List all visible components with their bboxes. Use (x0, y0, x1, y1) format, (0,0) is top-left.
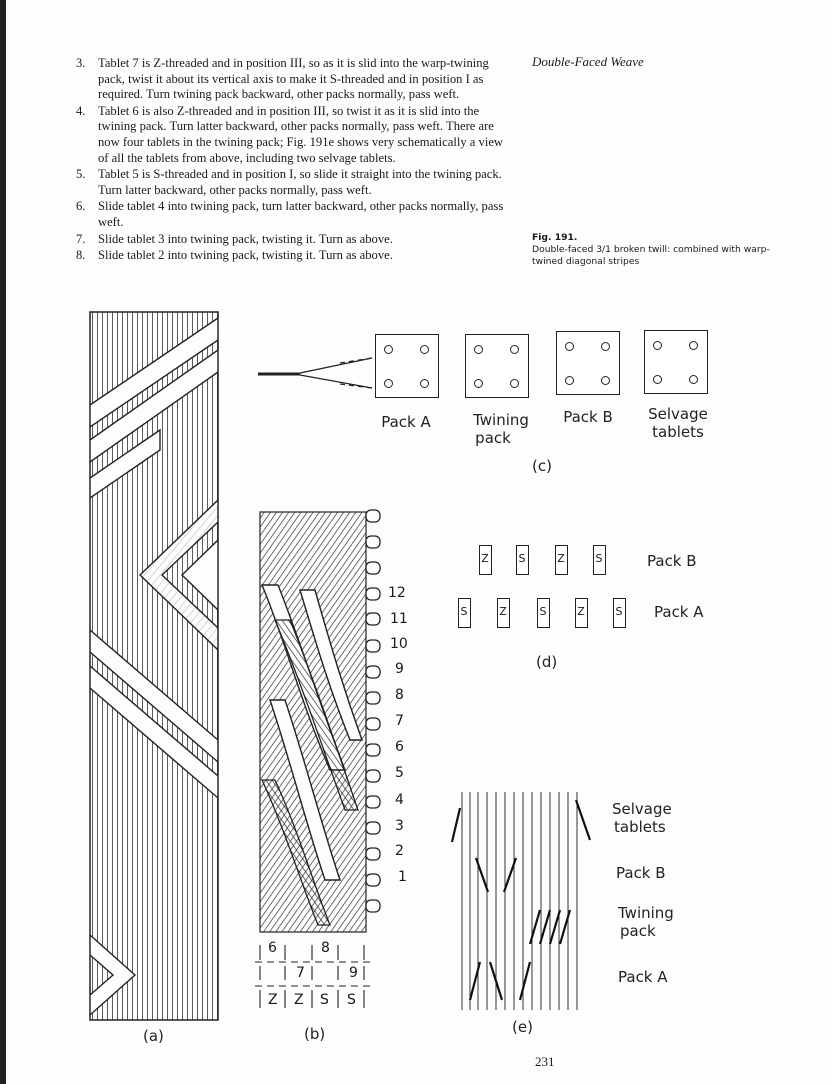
pack-b-tablet-3: Z (555, 545, 568, 575)
row-number: 11 (390, 611, 408, 627)
row-number: 12 (388, 585, 406, 601)
instruction-item: 5. Tablet 5 is S-threaded and in position I, so slide it straight into the twining pack. Turn latter backward, other packs normally, pass weft. (76, 167, 502, 197)
instruction-item: 3. Tablet 7 is Z-threaded and in position III, so as it is slid into the warp-twining pack, twist it about its vertical axis to make it S-threaded and in position I as required. Turn twining pack backward, other packs normally, pass weft. (76, 56, 489, 102)
tablet-number: 7 (296, 965, 305, 981)
row-number: 2 (395, 843, 404, 859)
row-number: 6 (395, 739, 404, 755)
figure-b-label: (b) (304, 1025, 326, 1043)
row-number: 7 (395, 713, 404, 729)
figure-e-twining-label-1: Twining (618, 904, 674, 922)
figure-d-label: (d) (536, 653, 558, 671)
tablet-number: 9 (349, 965, 358, 981)
figure-e-selvage-label-1: Selvage (612, 800, 672, 818)
figure-c-pack-a-label: Pack A (381, 413, 431, 431)
figure-c-selvage-label-2: tablets (652, 423, 704, 441)
row-number: 3 (395, 818, 404, 834)
instruction-item: 4. Tablet 6 is also Z-threaded and in position III, so twist it as it is slid into the twining pack. Turn latter backward, other packs normally, pass weft. There are now four tablets in the twining pack; Fig. 191e shows very schematically a view of all the tablets from above, including two selvage tablets. (76, 103, 504, 165)
figure-e-selvage-label-2: tablets (614, 818, 666, 836)
figure-c-pack-b-label: Pack B (563, 408, 613, 426)
row-number: 4 (395, 792, 404, 808)
page-number: 231 (535, 1054, 555, 1069)
figure-e-twining-label-2: pack (620, 922, 656, 940)
pack-b-tablet-2: S (516, 545, 529, 575)
row-number: 10 (390, 636, 408, 652)
threading-letter: S (320, 992, 329, 1008)
figure-c-twining-label-1: Twining (473, 411, 529, 429)
tablet-number: 8 (321, 940, 330, 956)
figure-e-pack-a-label: Pack A (618, 968, 668, 986)
pack-a-tablet-4: Z (575, 598, 588, 628)
threading-letter: S (347, 992, 356, 1008)
threading-letter: Z (294, 992, 304, 1008)
figure-e-pack-b-label: Pack B (616, 864, 666, 882)
figure-a-label: (a) (143, 1027, 164, 1045)
running-head: Double-Faced Weave (532, 54, 644, 69)
figure-c-selvage-label-1: Selvage (648, 405, 708, 423)
instruction-item: 8. Slide tablet 2 into twining pack, twisting it. Turn as above. (76, 248, 393, 263)
pack-a-tablet-1: S (458, 598, 471, 628)
instruction-item: 6. Slide tablet 4 into twining pack, turn latter backward, other packs normally, pass weft. (76, 199, 504, 229)
pack-a-tablet-3: S (537, 598, 550, 628)
instruction-item: 7. Slide tablet 3 into twining pack, twisting it. Turn as above. (76, 231, 393, 246)
threading-letter: Z (268, 992, 278, 1008)
row-number: 9 (395, 661, 404, 677)
pack-a-tablet-5: S (613, 598, 626, 628)
figure-c-label: (c) (532, 457, 552, 475)
pack-b-tablet-4: S (593, 545, 606, 575)
figure-e-label: (e) (512, 1018, 533, 1036)
pack-a-tablet-2: Z (497, 598, 510, 628)
figure-d-pack-a-label: Pack A (654, 603, 704, 621)
figure-d-pack-b-label: Pack B (647, 552, 697, 570)
row-number: 5 (395, 765, 404, 781)
pack-b-tablet-1: Z (479, 545, 492, 575)
row-number: 8 (395, 687, 404, 703)
tablet-number: 6 (268, 940, 277, 956)
figure-number: Fig. 191. (532, 232, 578, 243)
caption-text: Double-faced 3/1 broken twill: combined with warp-twined diagonal stripes (532, 244, 770, 267)
figure-c-twining-label-2: pack (475, 429, 511, 447)
row-number: 1 (398, 869, 407, 885)
